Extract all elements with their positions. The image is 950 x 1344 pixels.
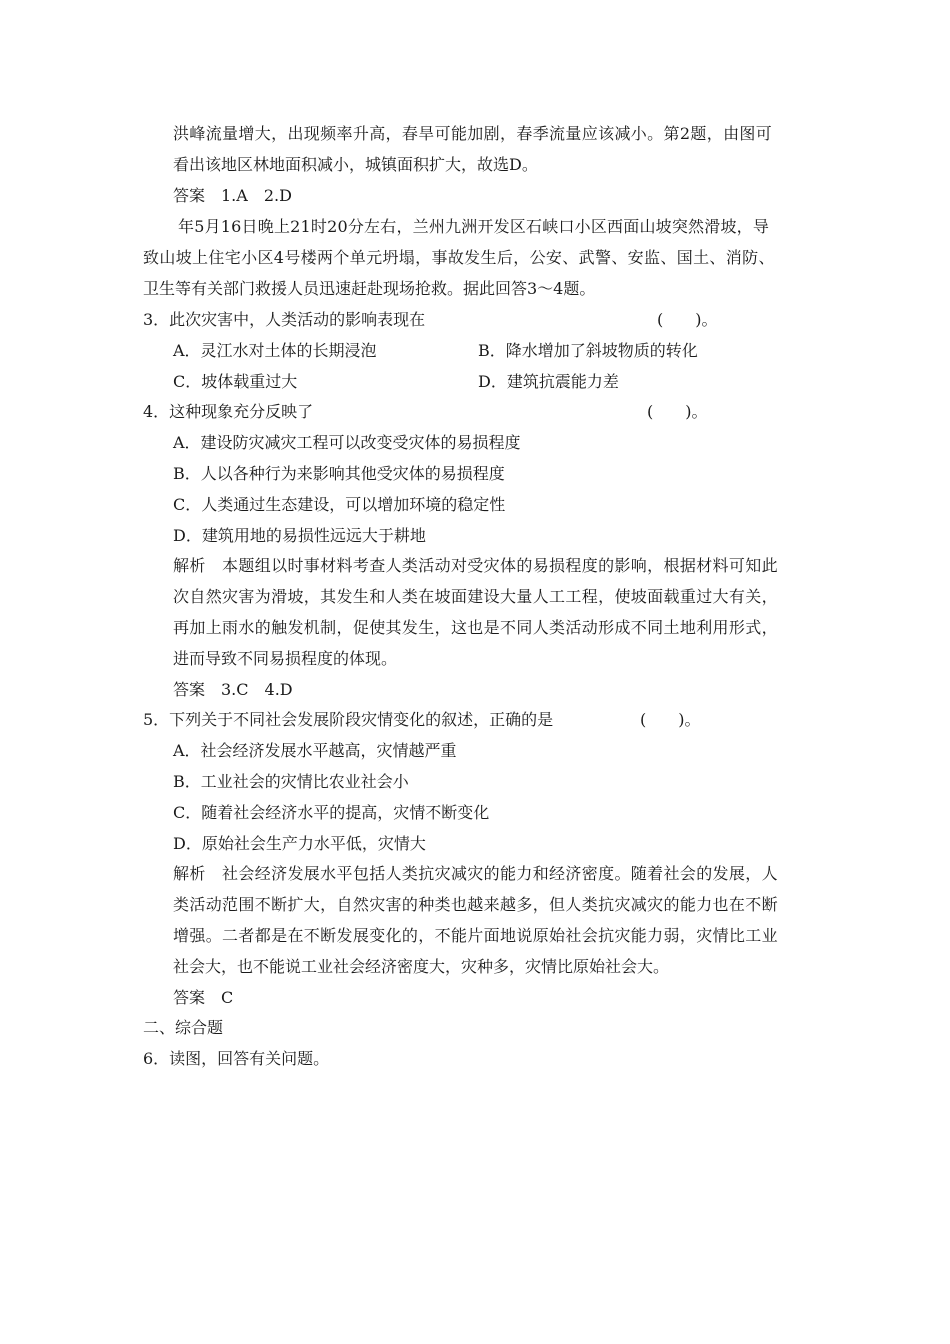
answer-bracket: ( )。 [657,310,718,329]
text-line: 致山坡上住宅小区4号楼两个单元坍塌，事故发生后，公安、武警、安监、国土、消防、 [143,248,775,267]
analysis-line: 进而导致不同易损程度的体现。 [173,649,398,668]
option-d: D．原始社会生产力水平低，灾情大 [173,834,426,853]
analysis-line: 社会大，也不能说工业社会经济密度大，灾种多，灾情比原始社会大。 [173,957,670,976]
question-3: 3．此次灾害中，人类活动的影响表现在 [143,310,426,329]
analysis-line: 增强。二者都是在不断发展变化的，不能片面地说原始社会抗灾能力弱，灾情比工业 [173,926,778,945]
analysis-line: 再加上雨水的触发机制，促使其发生，这也是不同人类活动形成不同土地利用形式， [173,618,778,637]
option-c: C．人类通过生态建设，可以增加环境的稳定性 [173,495,506,514]
analysis-line: 次自然灾害为滑坡，其发生和人类在坡面建设大量人工工程，使坡面载重过大有关， [173,587,778,606]
option-b: B．人以各种行为来影响其他受灾体的易损程度 [173,464,505,483]
answer-line: 答案 3.C 4.D [173,680,293,699]
answer-line: 答案 C [173,988,234,1007]
answer-bracket: ( )。 [640,710,701,729]
answer-line: 答案 1.A 2.D [173,186,292,205]
question-4: 4．这种现象充分反映了 [143,402,314,421]
option-b: B．降水增加了斜坡物质的转化 [478,341,698,360]
option-c: C．随着社会经济水平的提高，灾情不断变化 [173,803,490,822]
option-d: D．建筑用地的易损性远远大于耕地 [173,526,426,545]
option-b: B．工业社会的灾情比农业社会小 [173,772,409,791]
text-line: 卫生等有关部门救援人员迅速赶赴现场抢救。据此回答3～4题。 [143,279,596,298]
analysis-line: 解析 社会经济发展水平包括人类抗灾减灾的能力和经济密度。随着社会的发展，人 [173,864,778,883]
text-line: 洪峰流量增大，出现频率升高，春旱可能加剧，春季流量应该减小。第2题，由图可 [173,124,773,143]
option-d: D．建筑抗震能力差 [478,372,619,391]
option-a: A．社会经济发展水平越高，灾情越严重 [173,741,457,760]
section-heading: 二、综合题 [143,1018,224,1037]
analysis-line: 解析 本题组以时事材料考查人类活动对受灾体的易损程度的影响，根据材料可知此 [173,556,778,575]
question-5: 5．下列关于不同社会发展阶段灾情变化的叙述，正确的是 [143,710,554,729]
option-a: A．建设防灾减灾工程可以改变受灾体的易损程度 [173,433,521,452]
question-6: 6．读图，回答有关问题。 [143,1049,330,1068]
answer-bracket: ( )。 [647,402,708,421]
text-line: 年5月16日晚上21时20分左右，兰州九洲开发区石峡口小区西面山坡突然滑坡，导 [178,217,770,236]
text-line: 看出该地区林地面积减小，城镇面积扩大，故选D。 [173,155,538,174]
option-a: A．灵江水对土体的长期浸泡 [173,341,377,360]
option-c: C．坡体载重过大 [173,372,298,391]
analysis-line: 类活动范围不断扩大，自然灾害的种类也越来越多，但人类抗灾减灾的能力也在不断 [173,895,778,914]
